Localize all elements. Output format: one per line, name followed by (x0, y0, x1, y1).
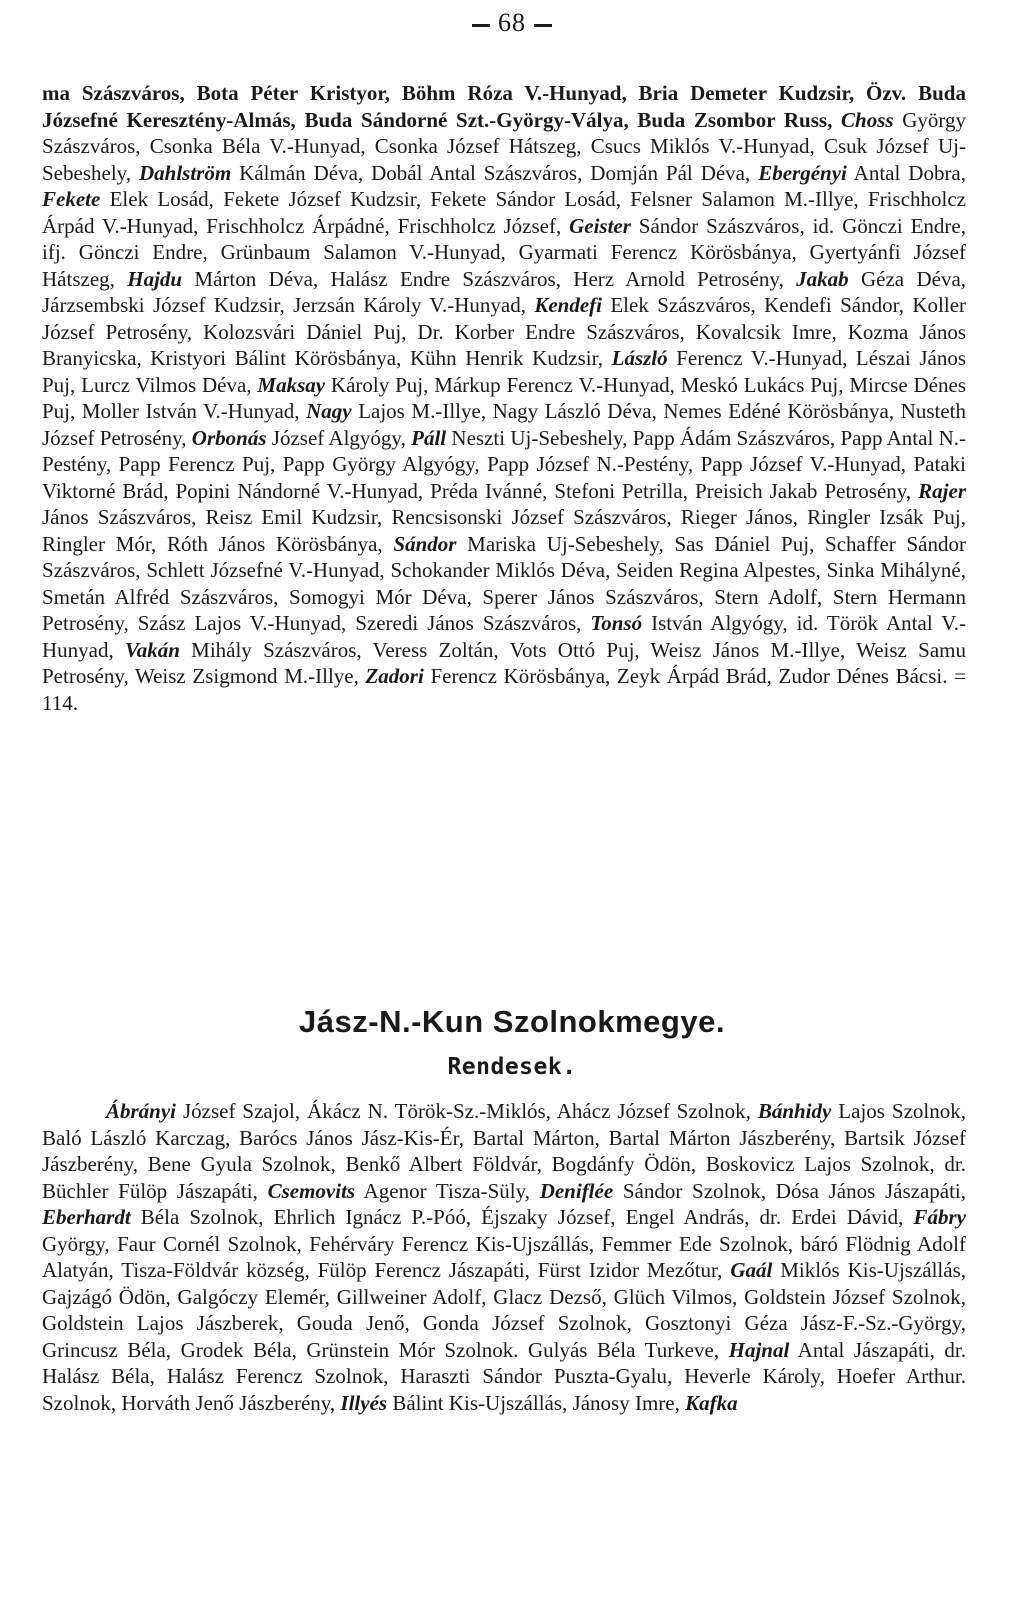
text-run: Neszti Uj-Sebeshely, Papp Ádám Szászváros, Papp Antal N.-Pestény, Papp Ferencz Puj, Papp György Algyógy, Papp József N.-Pestény, Papp József V.-Hunyad, Pataki Viktorné Brád, Popini Nándorné V.-Hunyad, Préda Ivánné, Stefoni Petrilla, Preisich Jakab Petrosény, (42, 425, 967, 503)
emphasized-surname: Sándor (393, 531, 457, 556)
emphasized-surname: Nagy (306, 399, 352, 423)
emphasized-surname: Hajnal (728, 1337, 790, 1362)
text-run: Szászváros, Bota Péter Kristyor, Böhm Róza V.-Hunyad, Bria Demeter Kudzsir, Özv. Buda Józsefné Keresztény-Almás, Buda Sándorné Szt.-György-Válya, Buda Zsombor Russ, (42, 81, 966, 132)
emphasized-surname: Hajdu (127, 266, 183, 291)
text-run: Károly Puj, Márkup Ferencz V.-Hunyad, Meskó Lukács Puj, Mircse Dénes Puj, Moller István V.-Hunyad, (42, 372, 966, 423)
text-run: Agenor Tisza-Süly, (355, 1178, 540, 1203)
emphasized-surname: Jakab (796, 266, 849, 291)
text-run: Sándor Szászváros, id. Gönczi Endre, ifj. Gönczi Endre, Grünbaum Salamon V.-Hunyad, Gyarmati Ferencz Körösbánya, Gyertyánfi József Hátszeg, (42, 213, 966, 291)
emphasized-surname: Ábrányi (106, 1099, 177, 1123)
text-run: Sándor Szolnok, Dósa János Jászapáti, (613, 1178, 967, 1203)
emphasized-surname: Ebergényi (758, 160, 847, 185)
text-run: Kálmán Déva, Dobál Antal Szászváros, Domján Pál Déva, (231, 160, 759, 185)
text-run: Elek Losád, Fekete József Kudzsir, Fekete Sándor Losád, Felsner Salamon M.-Illye, Frischholcz Árpád V.-Hunyad, Frischholcz Árpádné, Frischholcz József, (42, 187, 966, 238)
text-run: Miklós Kis-Ujszállás, Gajzágó Ödön, Galgóczy Elemér, Gillweiner Adolf, Glacz Dezső, Glüch Vilmos, Goldstein József Szolnok, Goldstein Lajos Jászberek, Gouda Jenő, Gonda József Szolnok, Gosztonyi Géza Jász-F.-Sz.-György, Grincusz Béla, Grodek Béla, Grünstein Mór Szolnok. Gulyás Béla Turkeve, (42, 1258, 967, 1362)
text-run: Márton Déva, Halász Endre Szászváros, Herz Arnold Petrosény, (182, 266, 797, 291)
text-run: József Algyógy, (266, 425, 412, 450)
emphasized-surname: Tonsó (590, 611, 643, 635)
emphasized-surname: Kafka (685, 1390, 738, 1415)
text-run: Béla Szolnok, Ehrlich Ignácz P.-Póó, Éjszaky József, Engel András, dr. Erdei Dávid, (130, 1205, 914, 1229)
page-number-text: 68 (498, 8, 526, 37)
emphasized-surname: Csemovits (267, 1178, 356, 1203)
page-number (0, 8, 1024, 38)
text-run: Lajos M.-Illye, Nagy László Déva, Nemes Edéné Körösbánya, Nusteth József Petrosény, (42, 399, 966, 450)
county-heading: Jász-N.-Kun Szolnokmegye. (299, 1004, 725, 1039)
emphasized-surname: Rajer (918, 478, 966, 503)
text-run: József Szajol, Ákácz N. Török-Sz.-Miklós, Ahácz József Szolnok, (176, 1099, 758, 1123)
emphasized-surname: Kendefi (534, 293, 602, 317)
emphasized-surname: Dahlström (139, 160, 232, 185)
text-run: Mariska Uj-Sebeshely, Sas Dániel Puj, Schaffer Sándor Szászváros, Schlett Józsefné V.-Hunyad, Schokander Miklós Déva, Seiden Regina Alpestes, Sinka Mihályné, Smetán Alfréd Szászváros, Somogyi Mór Déva, Sperer János Szászváros, Stern Adolf, Stern Hermann Petrosény, Szász Lajos V.-Hunyad, Szeredi János Szászváros, (42, 531, 967, 635)
emphasized-surname: Bánhidy (757, 1099, 832, 1123)
left-dash (472, 24, 490, 27)
text-run: János Szászváros, Reisz Emil Kudzsir, Rencsisonski József Szászváros, Rieger János, Ringler Izsák Puj, Ringler Mór, Róth János Körösbánya, (42, 505, 966, 556)
text-run: István Algyógy, id. Török Antal V.-Hunyad, (42, 611, 966, 662)
text-run: György, Faur Cornél Szolnok, Fehérváry Ferencz Kis-Ujszállás, Femmer Ede Szolnok, báró Flödnig Adolf Alatyán, Tisza-Földvár község, Fülöp Ferencz Jászapáti, Fürst Izidor Mezőtur, (42, 1231, 966, 1282)
text-run: Géza Déva, Járzsembski József Kudzsir, Jerzsán Károly V.-Hunyad, (42, 266, 967, 317)
emphasized-surname: Fekete (42, 187, 101, 211)
emphasized-surname: Eberhardt (42, 1205, 131, 1229)
subheading: Rendesek. (447, 1054, 577, 1080)
section1-paragraph (42, 80, 966, 716)
text-run: Ferencz V.-Hunyad, Lészai János Puj, Lurcz Vilmos Déva, (42, 346, 966, 397)
emphasized-surname: Zadori (365, 664, 424, 688)
text-run: Ferencz Körösbánya, Zeyk Árpád Brád, Zudor Dénes Bácsi. = 114. (42, 664, 966, 715)
emphasized-surname: Páll (411, 425, 447, 450)
emphasized-surname: Orbonás (191, 425, 267, 450)
text-run: ma (42, 81, 82, 105)
emphasized-surname: Maksay (257, 372, 326, 397)
text-run: Antal Jászapáti, dr. Halász Béla, Halász Ferencz Szolnok, Haraszti Sándor Puszta-Gyalu, Heverle Károly, Hoefer Arthur. Szolnok, Horváth Jenő Jászberény, (42, 1337, 966, 1415)
emphasized-surname: Geister (569, 213, 631, 238)
right-dash (534, 24, 552, 27)
emphasized-surname: László (611, 346, 668, 370)
text-run: György Szászváros, Csonka Béla V.-Hunyad, Csonka József Hátszeg, Csucs Miklós V.-Hunyad, Csuk József Uj-Sebeshely, (42, 107, 967, 185)
text-run: Elek Szászváros, Kendefi Sándor, Koller József Petrosény, Kolozsvári Dániel Puj, Dr. Korber Endre Szászváros, Kovalcsik Imre, Kozma János Branyicska, Kristyori Bálint Körösbánya, Kühn Henrik Kudzsir, (42, 293, 967, 370)
section2-paragraph (42, 1098, 966, 1416)
text-run: Mihály Szászváros, Veress Zoltán, Vots Ottó Puj, Weisz János M.-Illye, Weisz Samu Petrosény, Weisz Zsigmond M.-Illye, (42, 637, 966, 688)
emphasized-surname: Gaál (730, 1258, 773, 1282)
text-run: Bálint Kis-Ujszállás, Jánosy Imre, (387, 1390, 686, 1415)
emphasized-surname: Deniflée (539, 1178, 614, 1203)
emphasized-surname: Illyés (340, 1390, 388, 1415)
text-run: Lajos Szolnok, Baló László Karczag, Barócs János Jász-Kis-Ér, Bartal Márton, Bartal Márton Jászberény, Bartsik József Jászberény, Bene Gyula Szolnok, Benkő Albert Földvár, Bogdánfy Ödön, Boskovicz Lajos Szolnok, dr. Büchler Fülöp Jászapáti, (42, 1099, 966, 1203)
emphasized-surname: Fábry (913, 1205, 966, 1229)
emphasized-surname: Choss (841, 107, 894, 132)
text-run: Antal Dobra, (846, 160, 967, 185)
emphasized-surname: Vakán (125, 637, 180, 662)
